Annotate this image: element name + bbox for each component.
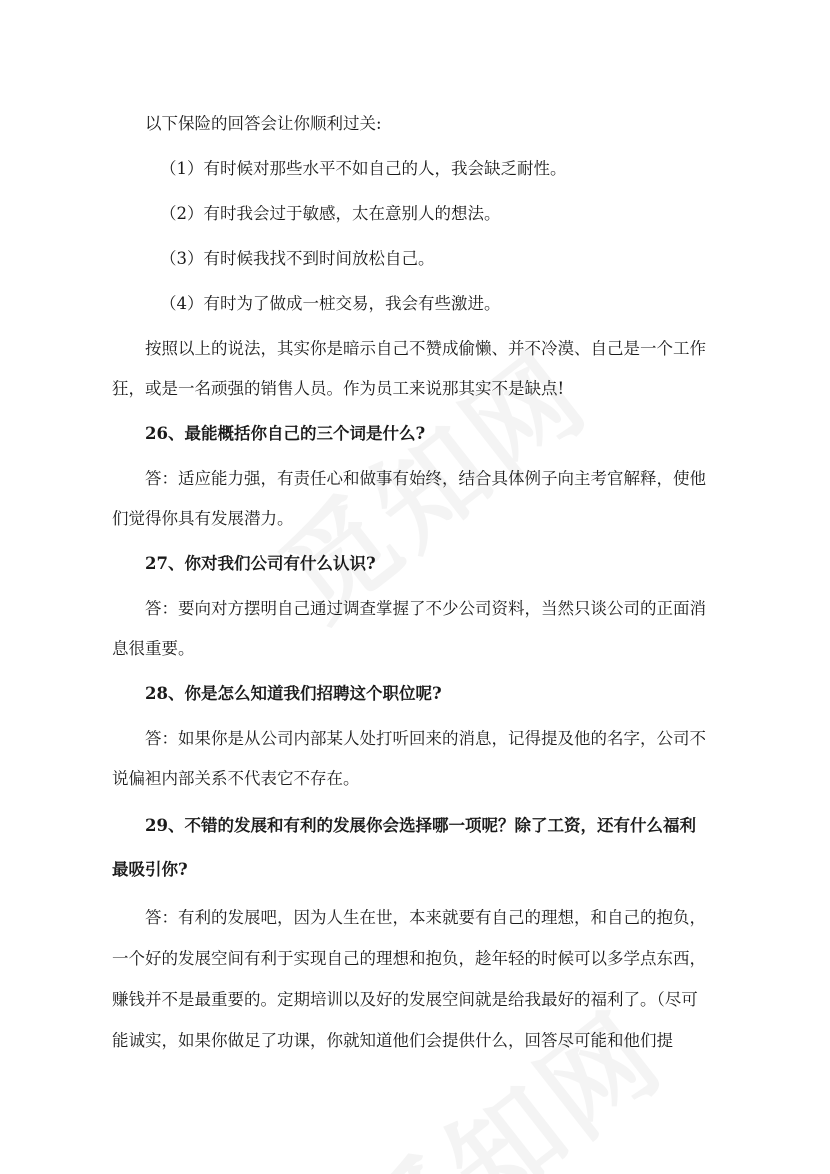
question-heading: 27、你对我们公司有什么认识? [145,554,376,573]
question-heading: 28、你是怎么知道我们招聘这个职位呢? [145,684,442,703]
list-item: （1）有时候对那些水平不如自己的人，我会缺乏耐性。 [160,159,567,178]
answer-paragraph: 答：如果你是从公司内部某人处打听回来的消息，记得提及他的名字，公司不说偏袒内部关系不代表它不存在。 [112,729,706,788]
document-body [112,104,712,1061]
answer-paragraph: 答：适应能力强，有责任心和做事有始终，结合具体例子向主考官解释，使他们觉得你具有发展潜力。 [112,469,706,528]
question-heading: 29、不错的发展和有利的发展你会选择哪一项呢？除了工资，还有什么福利最吸引你? [112,816,696,879]
summary-paragraph: 按照以上的说法，其实你是暗示自己不赞成偷懒、并不冷漠、自己是一个工作狂，或是一名顽强的销售人员。作为员工来说那其实不是缺点! [112,339,706,398]
answer-paragraph: 答：要向对方摆明自己通过调查掌握了不少公司资料，当然只谈公司的正面消息很重要。 [112,599,706,658]
list-item: （2）有时我会过于敏感，太在意别人的想法。 [160,204,501,223]
answer-paragraph: 答：有利的发展吧，因为人生在世，本来就要有自己的理想，和自己的抱负，一个好的发展空间有利于实现自己的理想和抱负，趁年轻的时候可以多学点东西，赚钱并不是最重要的。定期培训以及好的发展空间就是给我最好的福利了。（尽可能诚实，如果你做足了功课，你就知道他们会提供什么，回答尽可能和他们提 [112,908,706,1050]
list-item: （4）有时为了做成一桩交易，我会有些激进。 [160,294,501,313]
intro-paragraph: 以下保险的回答会让你顺利过关: [145,114,382,133]
list-item: （3）有时候我找不到时间放松自己。 [160,249,435,268]
question-heading: 26、最能概括你自己的三个词是什么? [145,424,426,443]
